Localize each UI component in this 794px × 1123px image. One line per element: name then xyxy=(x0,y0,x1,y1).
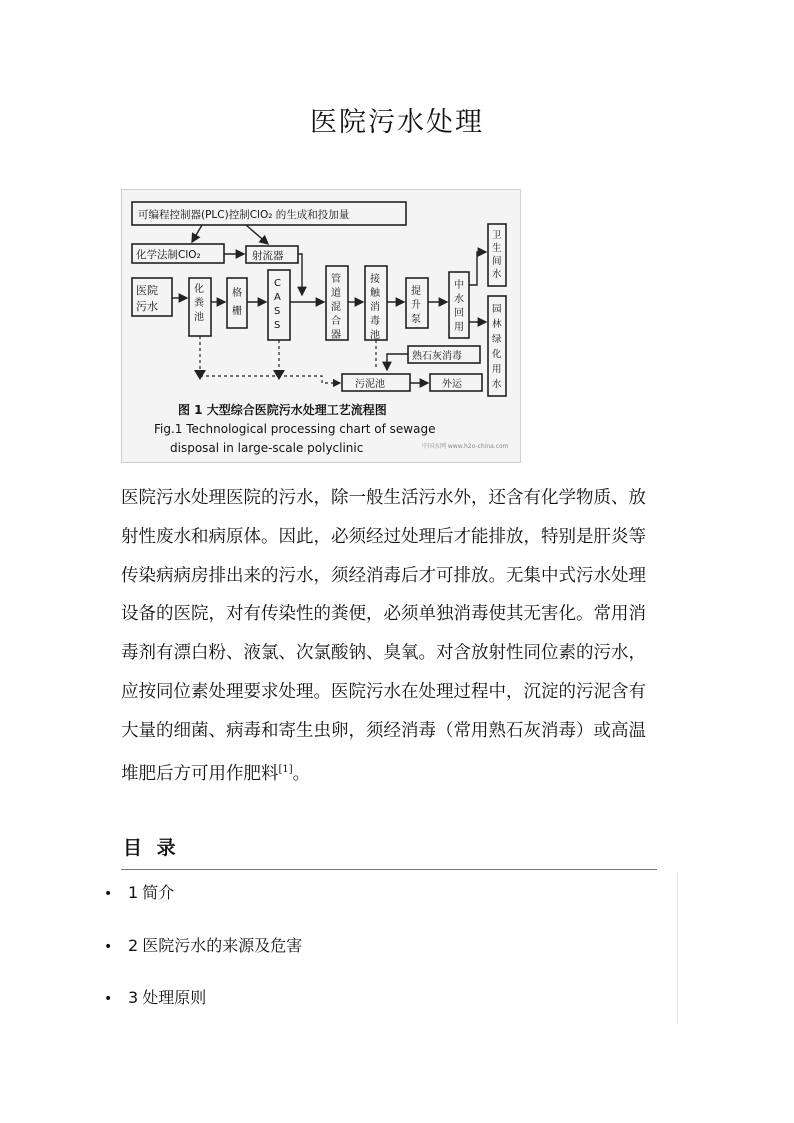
sludge-collector xyxy=(200,376,340,383)
plc-to-chem-arrow xyxy=(192,225,202,242)
sludge-arrowhead-2 xyxy=(273,370,285,380)
plc-to-ejector-arrow xyxy=(246,225,268,244)
bullet-icon: • xyxy=(104,991,113,1007)
grille-box xyxy=(227,278,247,328)
cass-label: C A S S xyxy=(274,278,281,331)
ejector-label: 射流器 xyxy=(252,250,284,262)
toc-item-label[interactable]: 医院污水的来源及危害 xyxy=(142,936,303,955)
paragraph-line: 应按同位素处理要求处理。医院污水在处理过程中，沉淀的污泥含有 xyxy=(121,681,646,702)
bullet-icon: • xyxy=(104,886,113,902)
toc-item-label[interactable]: 简介 xyxy=(142,883,175,902)
paragraph-line: 大量的细菌、病毒和寄生虫卵，须经消毒（常用熟石灰消毒）或高温 xyxy=(121,720,646,741)
plc-label: 可编程控制器(PLC)控制ClO₂ 的生成和投加量 xyxy=(138,209,350,221)
toc-item-number: 2 xyxy=(128,936,139,955)
toc-item[interactable] xyxy=(104,933,302,956)
lime-label: 熟石灰消毒 xyxy=(412,351,462,362)
lime-to-sludge-arrow xyxy=(387,354,408,370)
reuse-to-toilet-arrow xyxy=(469,252,486,285)
paragraph-end: 。 xyxy=(292,763,311,784)
figure-watermark: 中国水网 www.h2o-china.com xyxy=(422,443,509,450)
reuse-label: 中水回用 xyxy=(454,280,464,333)
reference-link[interactable]: [1] xyxy=(278,763,293,775)
pump-label: 提升泵 xyxy=(411,286,421,325)
toc-side-border xyxy=(677,872,678,1024)
toc-item[interactable] xyxy=(104,880,174,903)
septic-label: 化粪池 xyxy=(194,284,204,323)
toc-item[interactable] xyxy=(104,985,206,1008)
paragraph-line: 设备的医院，对有传染性的粪便，必须单独消毒使其无害化。常用消 xyxy=(121,604,646,625)
paragraph-last-line xyxy=(121,751,681,794)
figure-caption-en-2: disposal in large-scale polyclinic xyxy=(170,441,364,455)
sludge-arrowhead-1 xyxy=(194,370,206,380)
source-label-1: 医院 xyxy=(136,284,158,297)
paragraph-line: 传染病病房排出来的污水，须经消毒后才可排放。无集中式污水处理 xyxy=(121,565,646,586)
outside-label: 外运 xyxy=(442,379,462,390)
contact-label: 接触消毒池 xyxy=(370,274,380,341)
toc-divider xyxy=(121,869,657,870)
paragraph-line-text: 堆肥后方可用作肥料 xyxy=(121,763,279,784)
process-flow-figure xyxy=(121,189,521,463)
toilet-label: 卫生间水 xyxy=(492,230,502,280)
sludge-label: 污泥池 xyxy=(355,379,385,390)
garden-label: 园林绿化用水 xyxy=(492,304,502,390)
toc-title: 目 录 xyxy=(123,837,180,859)
page-title: 医院污水处理 xyxy=(310,107,484,138)
grille-label: 格栅 xyxy=(232,288,242,317)
mix-label: 管道混合器 xyxy=(331,274,341,341)
process-flow-diagram xyxy=(122,190,520,462)
source-label-2: 污水 xyxy=(136,300,158,313)
figure-caption-cn: 图 1 大型综合医院污水处理工艺流程图 xyxy=(178,403,387,417)
toc-item-number: 3 xyxy=(128,988,139,1007)
paragraph-line: 毒剂有漂白粉、液氯、次氯酸钠、臭氧。对含放射性同位素的污水， xyxy=(121,643,646,664)
figure-caption-en-1: Fig.1 Technological processing chart of sewage xyxy=(154,422,436,436)
paragraph-line: 医院污水处理医院的污水，除一般生活污水外，还含有化学物质、放 xyxy=(121,488,646,508)
toc-item-label[interactable]: 处理原则 xyxy=(142,988,207,1007)
paragraph-line: 射性废水和病原体。因此，必须经过处理后才能排放，特别是肝炎等 xyxy=(121,526,646,547)
chem-label: 化学法制ClO₂ xyxy=(136,249,201,261)
body-paragraph xyxy=(121,479,681,793)
toc-item-number: 1 xyxy=(128,883,139,902)
bullet-icon: • xyxy=(104,939,113,955)
